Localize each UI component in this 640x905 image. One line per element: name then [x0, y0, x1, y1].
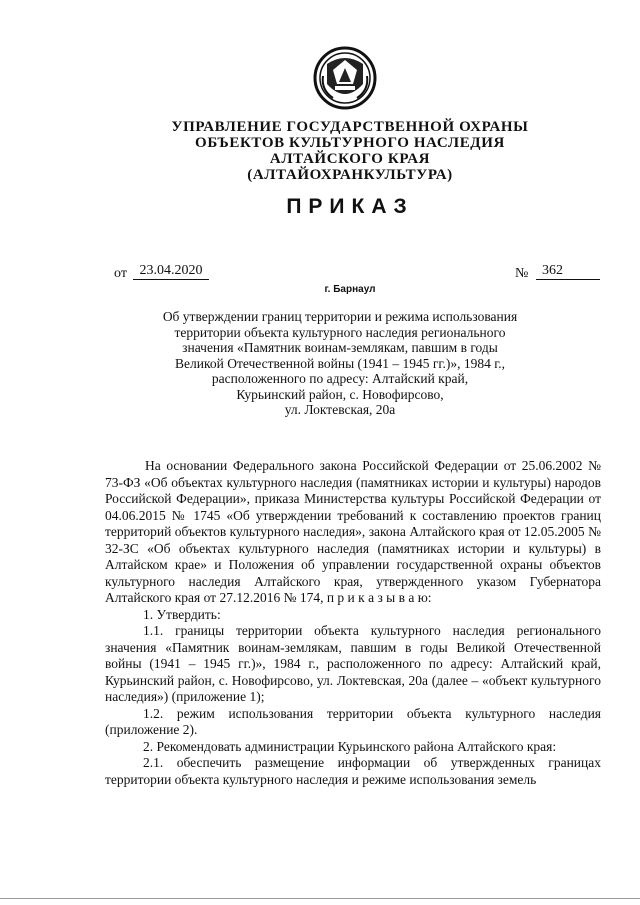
org-name-line: УПРАВЛЕНИЕ ГОСУДАРСТВЕННОЙ ОХРАНЫ [171, 119, 529, 135]
title-line: территории объекта культурного наследия регионального [174, 324, 506, 340]
org-name-line: ОБЪЕКТОВ КУЛЬТУРНОГО НАСЛЕДИЯ [195, 135, 505, 151]
order-item: 2.1. обеспечить размещение информации об утвержденных границах территории объекта культурного наследия и режиме использования земель [105, 755, 601, 787]
city: г. Барнаул [324, 284, 376, 295]
document-number: 362 [536, 263, 600, 280]
page-bottom-edge [0, 898, 640, 899]
title-line: Об утверждении границ территории и режима использования [162, 309, 518, 324]
preamble-paragraph: На основании Федерального закона Российской Федерации от 25.06.2002 № 73-ФЗ «Об объектах культурного наследия (памятниках истории и культуры) народов Российской Федерации», приказа Министерства культуры Российской Федерации от 04.06.2015 № 1745 «Об утверждении требований к составлению проектов границ территорий объектов культурного наследия», закона Алтайского края от 12.05.2005 № 32-ЗС «Об объектах культурного наследия (памятниках истории и культуры) в Алтайском крае» и Положения об управлении государственной охраны объектов культурного наследия Алтайского края, утвержденного указом Губернатора Алтайского края от 27.12.2016 № 174, п р и к а з ы в а ю: [105, 458, 601, 605]
document-type: ПРИКАЗ [286, 195, 414, 218]
coat-of-arms-emblem [313, 46, 377, 110]
order-item: 1.2. режим использования территории объекта культурного наследия (приложение 2). [105, 705, 601, 737]
org-name-line: АЛТАЙСКОГО КРАЯ [269, 151, 431, 167]
title-line: ул. Локтевская, 20а [284, 402, 396, 417]
title-line: Великой Отечественной войны (1941 – 1945 гг.)», 1984 г., [175, 355, 505, 371]
title-line: значения «Памятник воинам-землякам, павшим в годы [182, 340, 498, 355]
date-prefix: от [114, 266, 127, 281]
order-item: 2. Рекомендовать администрации Курьинского района Алтайского края: [143, 738, 557, 754]
title-line: расположенного по адресу: Алтайский край, [211, 371, 469, 386]
title-line: Курьинский район, с. Новофирсово, [236, 386, 444, 402]
number-prefix: № [515, 266, 529, 281]
document-date: 23.04.2020 [133, 263, 209, 280]
order-item: 1.1. границы территории объекта культурного наследия регионального значения «Памятник воинам-землякам, павшим в годы Великой Отечественной войны (1941 – 1945 гг.)», 1984 г., расположенного по адресу: Алтайский край, Курьинский район, с. Новофирсово, ул. Локтевская, 20а (далее – «объект культурного наследия») (приложение 1); [105, 623, 601, 704]
document-title [110, 309, 570, 418]
order-item: 1. Утвердить: [143, 606, 221, 622]
org-short-name: (АЛТАЙОХРАНКУЛЬТУРА) [247, 167, 453, 183]
document-body [105, 458, 601, 788]
